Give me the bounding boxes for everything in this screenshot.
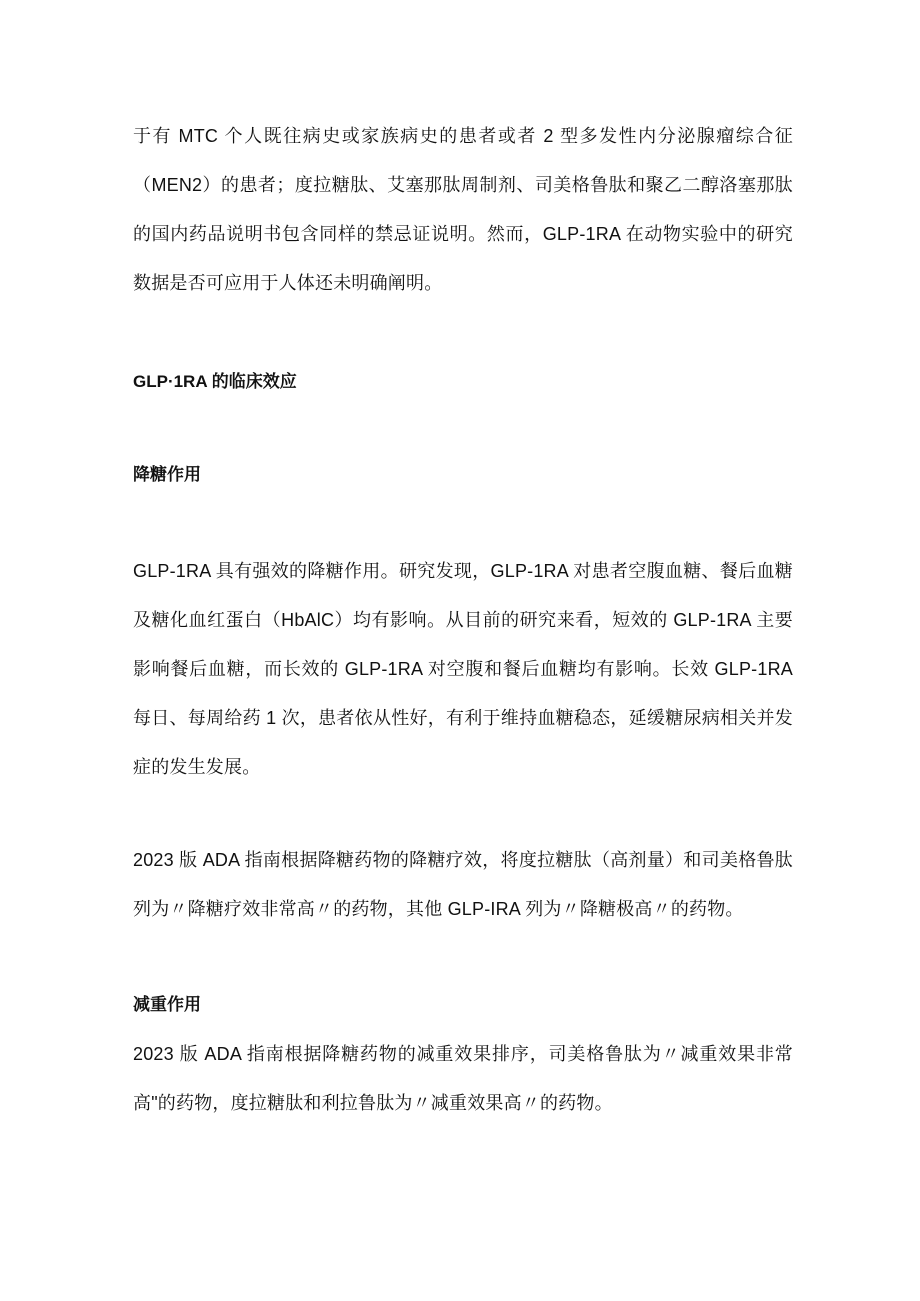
paragraph-glucose-lowering-effect: GLP-1RA 具有强效的降糖作用。研究发现，GLP-1RA 对患者空腹血糖、餐后血糖及糖化血红蛋白（HbAlC）均有影响。从目前的研究来看，短效的 GLP-1RA 主要影响餐后血糖，而长效的 GLP-1RA 对空腹和餐后血糖均有影响。长效 GLP-1RA 每日、每周给药 1 次，患者依从性好，有利于维持血糖稳态，延缓糖尿病相关并发症的发生发展。 bbox=[133, 561, 793, 777]
subsection-heading-weight-loss: 减重作用 bbox=[133, 995, 201, 1014]
paragraph-ada-glucose-guideline: 2023 版 ADA 指南根据降糖药物的降糖疗效，将度拉糖肽（高剂量）和司美格鲁肽列为〃降糖疗效非常高〃的药物，其他 GLP-IRA 列为〃降糖极高〃的药物。 bbox=[133, 850, 793, 919]
subsection-heading-glucose-lowering: 降糖作用 bbox=[133, 465, 201, 484]
paragraph-contraindication: 于有 MTC 个人既往病史或家族病史的患者或者 2 型多发性内分泌腺瘤综合征（MEN2）的患者；度拉糖肽、艾塞那肽周制剂、司美格鲁肽和聚乙二醇洛塞那肽的国内药品说明书包含同样的禁忌证说明。然而，GLP-1RA 在动物实验中的研究数据是否可应用于人体还未明确阐明。 bbox=[133, 126, 793, 293]
paragraph-ada-weight-guideline: 2023 版 ADA 指南根据降糖药物的减重效果排序，司美格鲁肽为〃减重效果非常高"的药物，度拉糖肽和利拉鲁肽为〃减重效果高〃的药物。 bbox=[133, 1044, 793, 1113]
section-heading-clinical-effects: GLP·1RA 的临床效应 bbox=[133, 372, 297, 391]
